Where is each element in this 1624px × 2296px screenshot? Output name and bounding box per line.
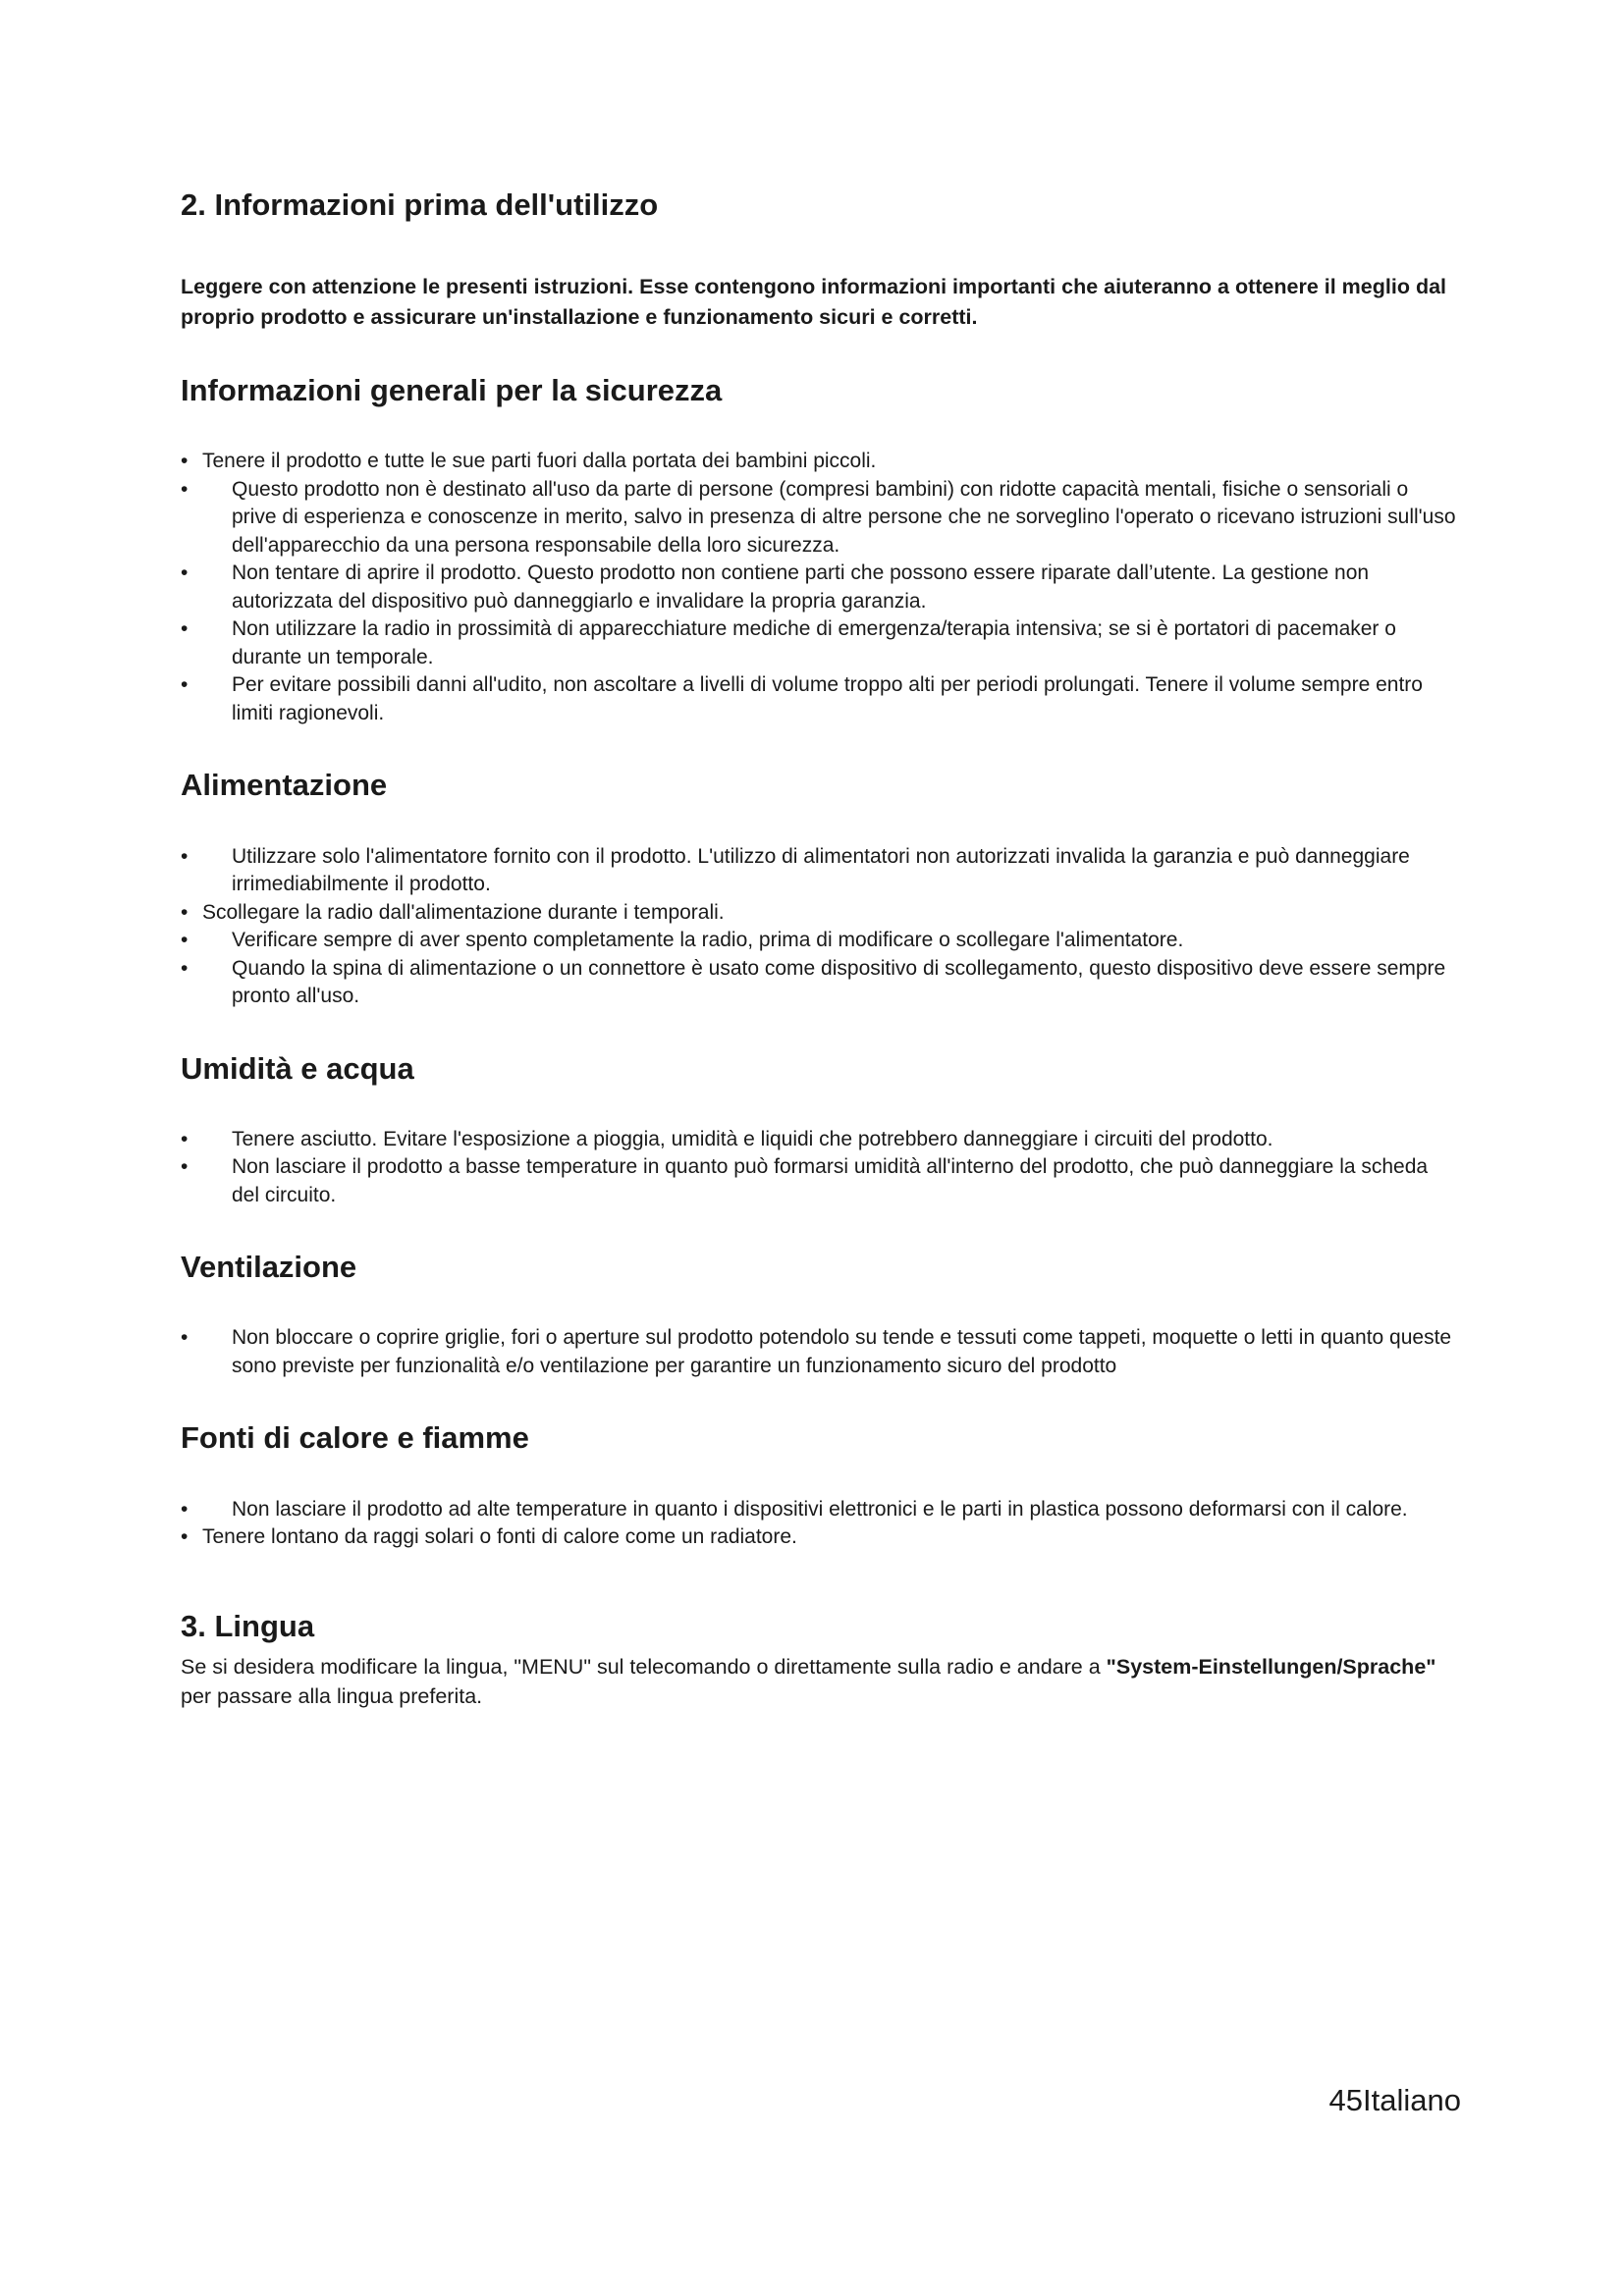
list-item: • Per evitare possibili danni all'udito, non ascoltare a livelli di volume troppo alti per periodi prolungati. Tenere il volume sempre entro limiti ragionevoli. — [181, 671, 1457, 727]
list-item: • Non lasciare il prodotto a basse temperature in quanto può formarsi umidità all'interno del prodotto, che può danneggiare la scheda del circuito. — [181, 1153, 1457, 1209]
moisture-list — [181, 1126, 1457, 1210]
language-menu-path: "System-Einstellungen/Sprache" — [1106, 1654, 1436, 1679]
language-paragraph — [181, 1652, 1457, 1711]
section-moisture — [181, 1050, 1457, 1210]
general-safety-list — [181, 448, 1457, 727]
section-title-general-safety: Informazioni generali per la sicurezza — [181, 373, 723, 408]
section-title-language: 3. Lingua — [181, 1608, 315, 1643]
page-number: 45 — [1328, 2083, 1364, 2117]
language-text-before: Se si desidera modificare la lingua, "MENU" sul telecomando o direttamente sulla radio e andare a — [181, 1654, 1107, 1679]
list-item: • Tenere lontano da raggi solari o fonti di calore come un radiatore. — [181, 1523, 1457, 1552]
section-heat — [181, 1419, 1457, 1551]
section-power — [181, 767, 1457, 1010]
intro-paragraph: Leggere con attenzione le presenti istruzioni. Esse contengono informazioni importanti che aiuteranno a ottenere il meglio dal proprio prodotto e assicurare un'installazione e funzionamento sicuri e corretti. — [181, 275, 1447, 330]
section-title-ventilation: Ventilazione — [181, 1250, 357, 1285]
heat-list — [181, 1496, 1457, 1552]
ventilation-list — [181, 1324, 1457, 1380]
section-title-heat: Fonti di calore e fiamme — [181, 1420, 529, 1456]
list-item: • Non lasciare il prodotto ad alte temperature in quanto i dispositivi elettronici e le parti in plastica possono deformarsi con il calore. — [181, 1496, 1457, 1524]
page-footer — [1329, 2083, 1461, 2118]
list-item: • Scollegare la radio dall'alimentazione durante i temporali. — [181, 899, 1457, 928]
section-general-safety — [181, 372, 1457, 727]
list-item: • Questo prodotto non è destinato all'uso da parte di persone (compresi bambini) con ridotte capacità mentali, fisiche o sensoriali o prive di esperienza e conoscenze in merito, salvo in presenza di altre persone che ne sorveglino l'operato o ricevano istruzioni sull'uso dell'apparecchio da una persona responsabile della loro sicurezza. — [181, 476, 1457, 561]
list-item: • Non utilizzare la radio in prossimità di apparecchiature mediche di emergenza/terapia intensiva; se si è portatori di pacemaker o durante un temporale. — [181, 615, 1457, 671]
list-item: • Non tentare di aprire il prodotto. Questo prodotto non contiene parti che possono essere riparate dall’utente. La gestione non autorizzata del dispositivo può danneggiarlo e invalidare la propria garanzia. — [181, 560, 1457, 615]
manual-page — [181, 187, 1457, 1711]
list-item: • Utilizzare solo l'alimentatore fornito con il prodotto. L'utilizzo di alimentatori non autorizzati invalida la garanzia e può danneggiare irrimediabilmente il prodotto. — [181, 843, 1457, 899]
power-list — [181, 843, 1457, 1011]
section-ventilation — [181, 1249, 1457, 1380]
list-item: • Tenere il prodotto e tutte le sue parti fuori dalla portata dei bambini piccoli. — [181, 448, 1457, 476]
section-title-power: Alimentazione — [181, 768, 388, 803]
section-title-moisture: Umidità e acqua — [181, 1050, 414, 1086]
list-item: • Tenere asciutto. Evitare l'esposizione a pioggia, umidità e liquidi che potrebbero danneggiare i circuiti del prodotto. — [181, 1126, 1457, 1154]
page-heading: 2. Informazioni prima dell'utilizzo — [181, 187, 659, 222]
list-item: • Quando la spina di alimentazione o un connettore è usato come dispositivo di scollegamento, questo dispositivo deve essere sempre pronto all'uso. — [181, 955, 1457, 1011]
footer-language-label: Italiano — [1363, 2083, 1461, 2117]
language-text-after: per passare alla lingua preferita. — [181, 1683, 483, 1708]
list-item: • Non bloccare o coprire griglie, fori o aperture sul prodotto potendolo su tende e tessuti come tappeti, moquette o letti in quanto queste sono previste per funzionalità e/o ventilazione per garantire un funzionamento sicuro del prodotto — [181, 1324, 1457, 1380]
list-item: • Verificare sempre di aver spento completamente la radio, prima di modificare o scollegare l'alimentatore. — [181, 927, 1457, 955]
